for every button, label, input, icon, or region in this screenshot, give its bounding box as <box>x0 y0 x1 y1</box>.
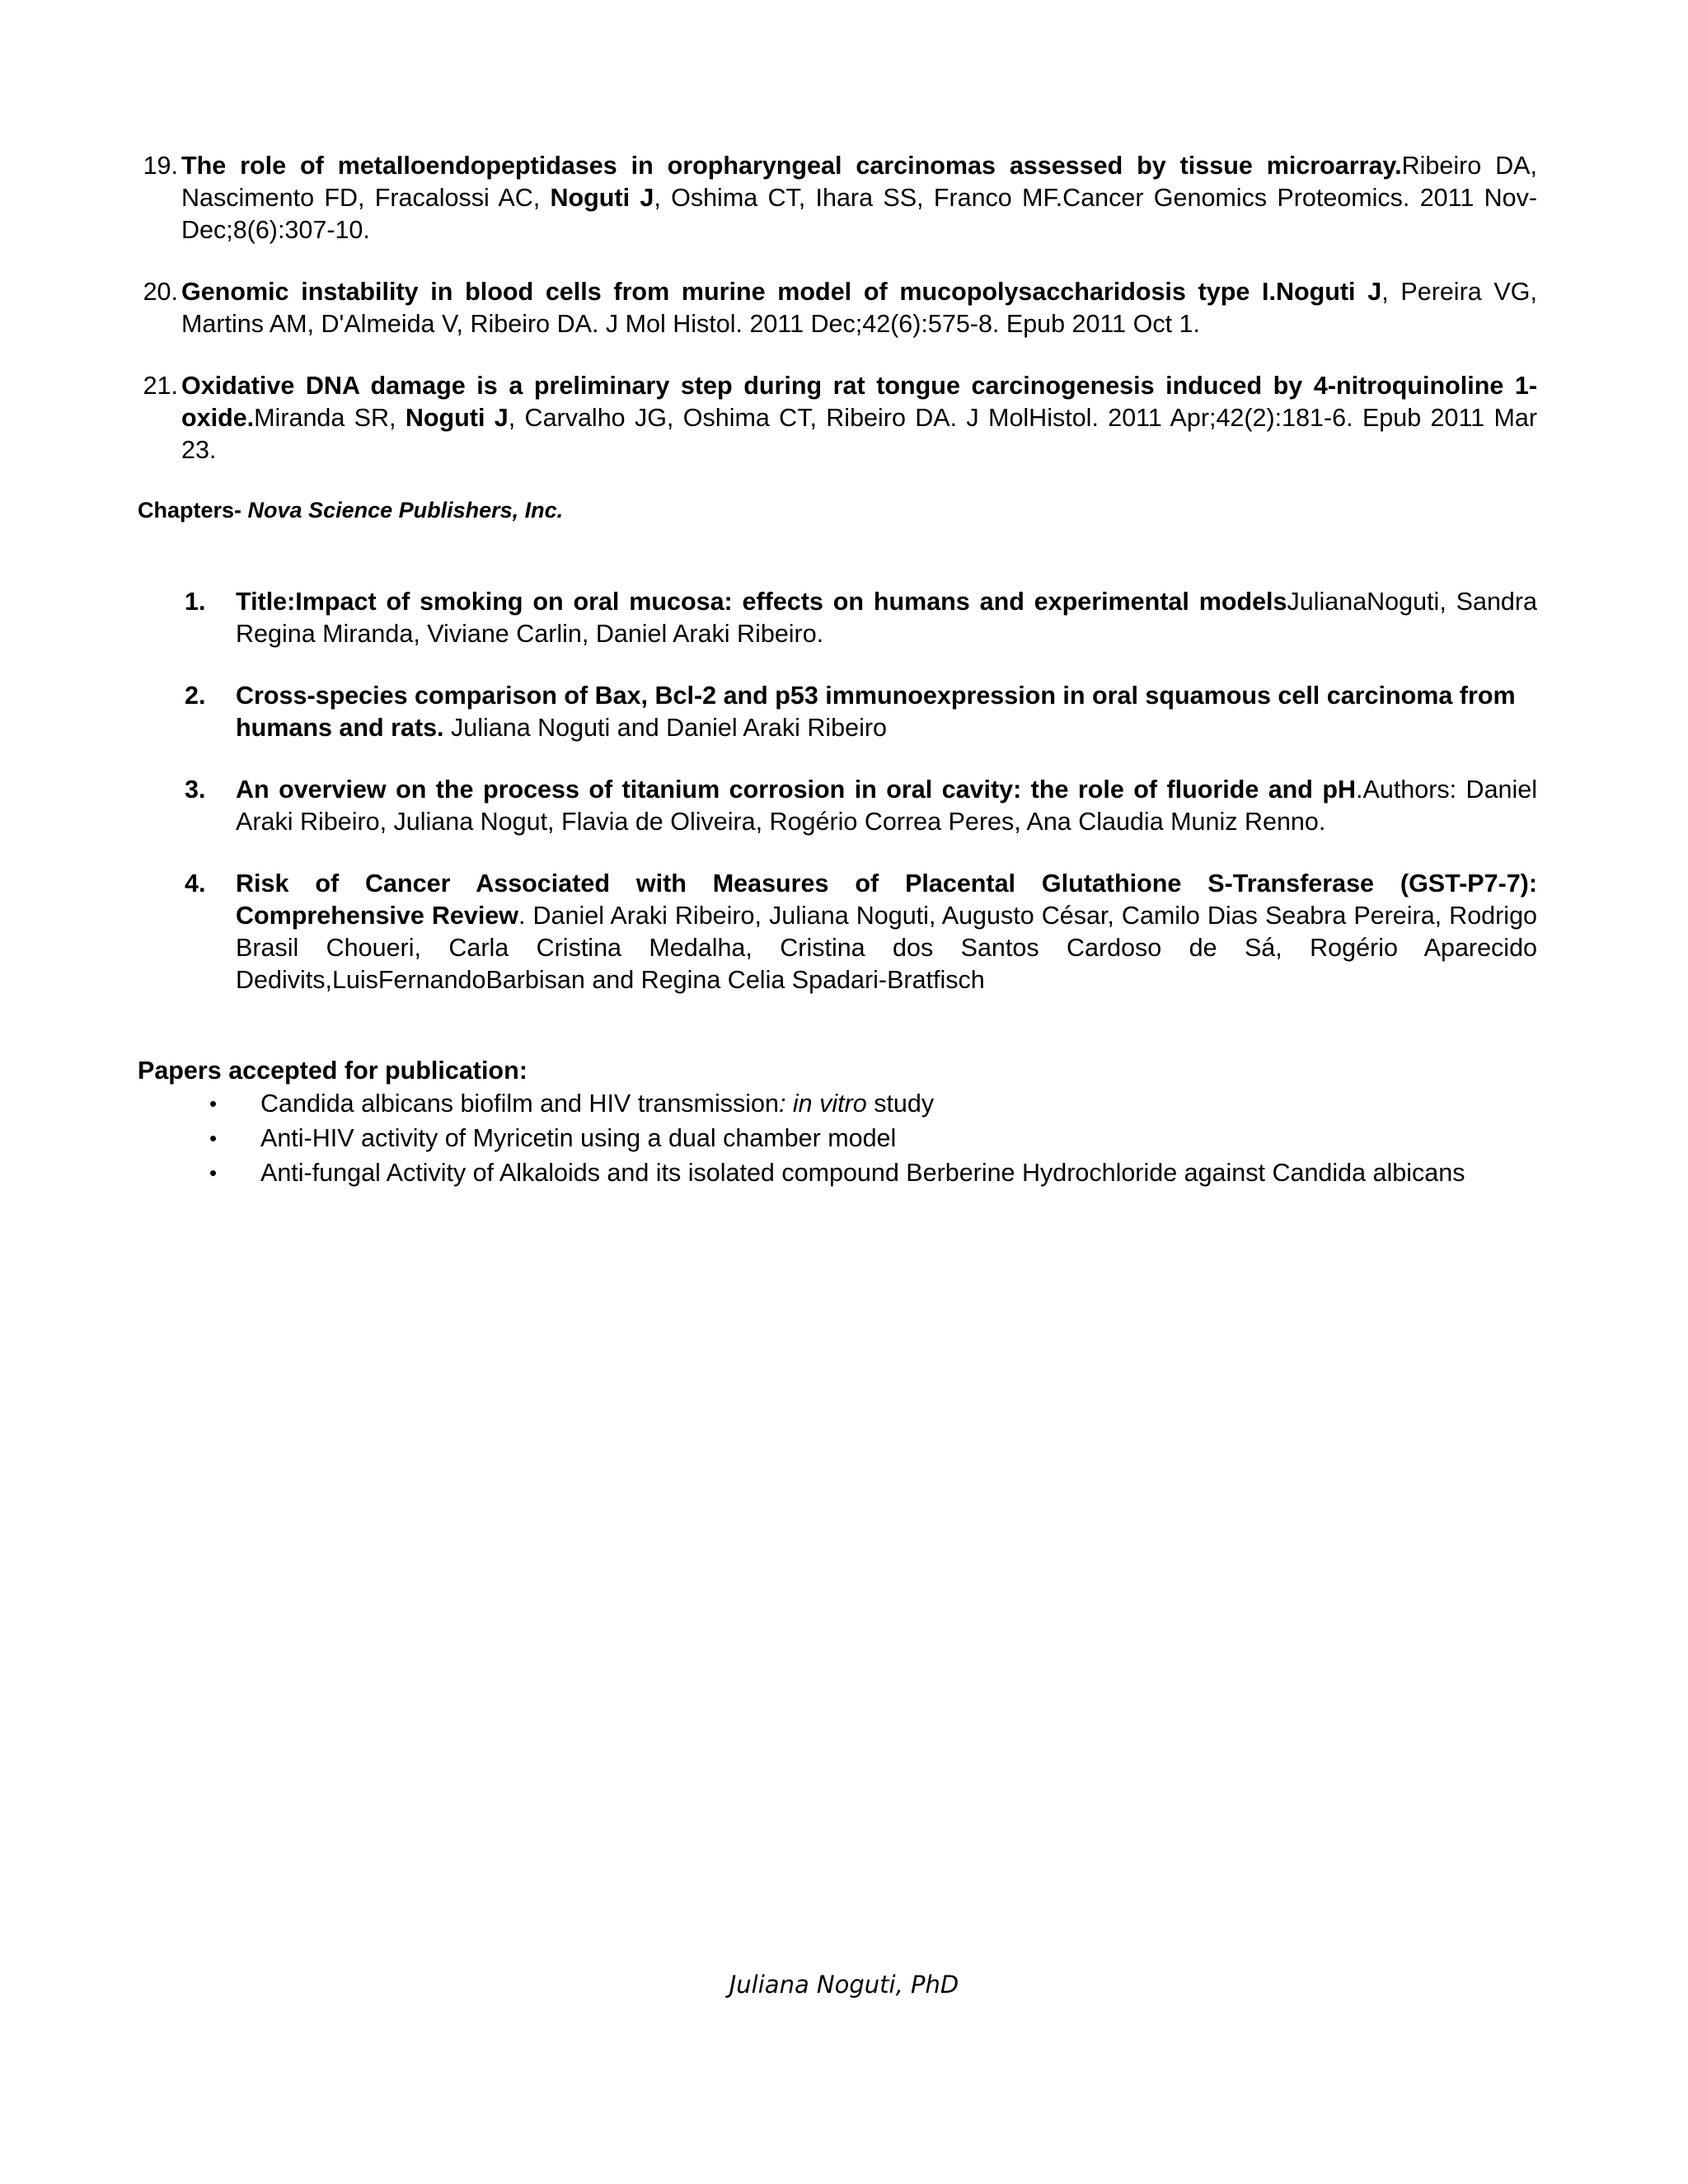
publication-item <box>143 276 1537 340</box>
publication-title: Oxidative DNA damage is a preliminary step during rat tongue carcinogenesis induced by 4-nitroquinoline 1-oxide. <box>181 372 1537 432</box>
publication-title: Genomic instability in blood cells from murine model of mucopolysaccharidosis type I. <box>181 278 1276 306</box>
chapter-number: 2. <box>185 682 206 710</box>
highlight-author: Noguti J <box>405 404 509 432</box>
chapter-number: 1. <box>185 588 206 616</box>
page-footer: Juliana Noguti, PhD <box>729 1971 959 1999</box>
bullet-icon: • <box>209 1126 218 1151</box>
chapter-authors: JulianaNoguti, Sandra Regina Miranda, Viviane Carlin, Daniel Araki Ribeiro. <box>236 588 1537 648</box>
chapter-authors: Juliana Noguti and Daniel Araki Ribeiro <box>443 714 887 742</box>
chapter-title: Title:Impact of smoking on oral mucosa: effects on humans and experimental models <box>236 588 1287 616</box>
publication-citation: , Carvalho JG, Oshima CT, Ribeiro DA. J MolHistol. 2011 Apr;42(2):181-6. Epub 2011 Mar 23. <box>181 404 1537 464</box>
chapters-heading <box>138 496 563 524</box>
chapter-number: 4. <box>185 869 206 898</box>
accepted-item-text: Anti-HIV activity of Myricetin using a dual chamber model <box>260 1124 897 1152</box>
accepted-item <box>209 1088 1537 1120</box>
accepted-list <box>209 1088 1537 1192</box>
chapter-list <box>185 586 1538 1026</box>
accepted-item-italic: : in vitro <box>778 1090 867 1118</box>
publication-item <box>143 370 1537 466</box>
highlight-author: Noguti J <box>550 184 654 212</box>
chapter-authors: .Authors: Daniel Araki Ribeiro, Juliana Nogut, Flavia de Oliveira, Rogério Correa Peres, Ana Claudia Muniz Renno. <box>236 776 1538 836</box>
bullet-icon: • <box>209 1160 218 1185</box>
accepted-item <box>209 1122 1537 1155</box>
publication-title: The role of metalloendopeptidases in oropharyngeal carcinomas assessed by tissue microarray. <box>181 152 1402 180</box>
publication-authors: Ribeiro DA, Nascimento FD, Fracalossi AC, <box>181 152 1537 212</box>
chapters-label: Chapters- <box>138 498 248 523</box>
chapter-item <box>185 868 1537 996</box>
publication-item <box>143 150 1537 246</box>
chapter-item <box>185 680 1537 744</box>
accepted-item-text: Candida albicans biofilm and HIV transmission <box>260 1090 779 1118</box>
publication-citation: , Oshima CT, Ihara SS, Franco MF.Cancer Genomics Proteomics. 2011 Nov-Dec;8(6):307-10. <box>181 184 1537 244</box>
accepted-item-text: Anti-fungal Activity of Alkaloids and its isolated compound Berberine Hydrochloride against Candida albicans <box>260 1159 1465 1187</box>
chapter-title: Cross-species comparison of Bax, Bcl-2 and p53 immunoexpression in oral squamous cell carcinoma from humans and rats. <box>236 682 1516 742</box>
chapter-number: 3. <box>185 776 206 804</box>
chapter-title: An overview on the process of titanium corrosion in oral cavity: the role of fluoride and pH <box>236 776 1357 804</box>
highlight-author: Noguti J <box>1275 278 1382 306</box>
chapter-authors: . Daniel Araki Ribeiro, Juliana Noguti, Augusto César, Camilo Dias Seabra Pereira, Rodrigo Brasil Choueri, Carla Cristina Medalha, Cristina dos Santos Cardoso de Sá, Rogério Aparecido Dedivits,LuisFernandoBarbisan and Regina Celia Spadari-Bratfisch <box>236 902 1537 994</box>
publication-list <box>143 150 1537 496</box>
publication-citation: , Pereira VG, Martins AM, D'Almeida V, Ribeiro DA. J Mol Histol. 2011 Dec;42(6):575-8. Epub 2011 Oct 1. <box>181 278 1537 338</box>
accepted-heading: Papers accepted for publication: <box>138 1057 528 1085</box>
chapters-publisher: Nova Science Publishers, Inc. <box>247 498 564 523</box>
bullet-icon: • <box>209 1091 218 1116</box>
publication-number: 19. <box>143 152 178 180</box>
publication-number: 20. <box>143 278 178 306</box>
chapter-item <box>185 586 1537 650</box>
publication-authors: Miranda SR, <box>254 404 406 432</box>
accepted-item <box>209 1157 1537 1189</box>
chapter-item <box>185 774 1538 838</box>
chapter-title: Risk of Cancer Associated with Measures of Placental Glutathione S-Transferase (GST-P7-7): Comprehensive Review <box>236 869 1537 930</box>
publication-number: 21. <box>143 372 178 400</box>
accepted-item-tail: study <box>866 1090 935 1118</box>
